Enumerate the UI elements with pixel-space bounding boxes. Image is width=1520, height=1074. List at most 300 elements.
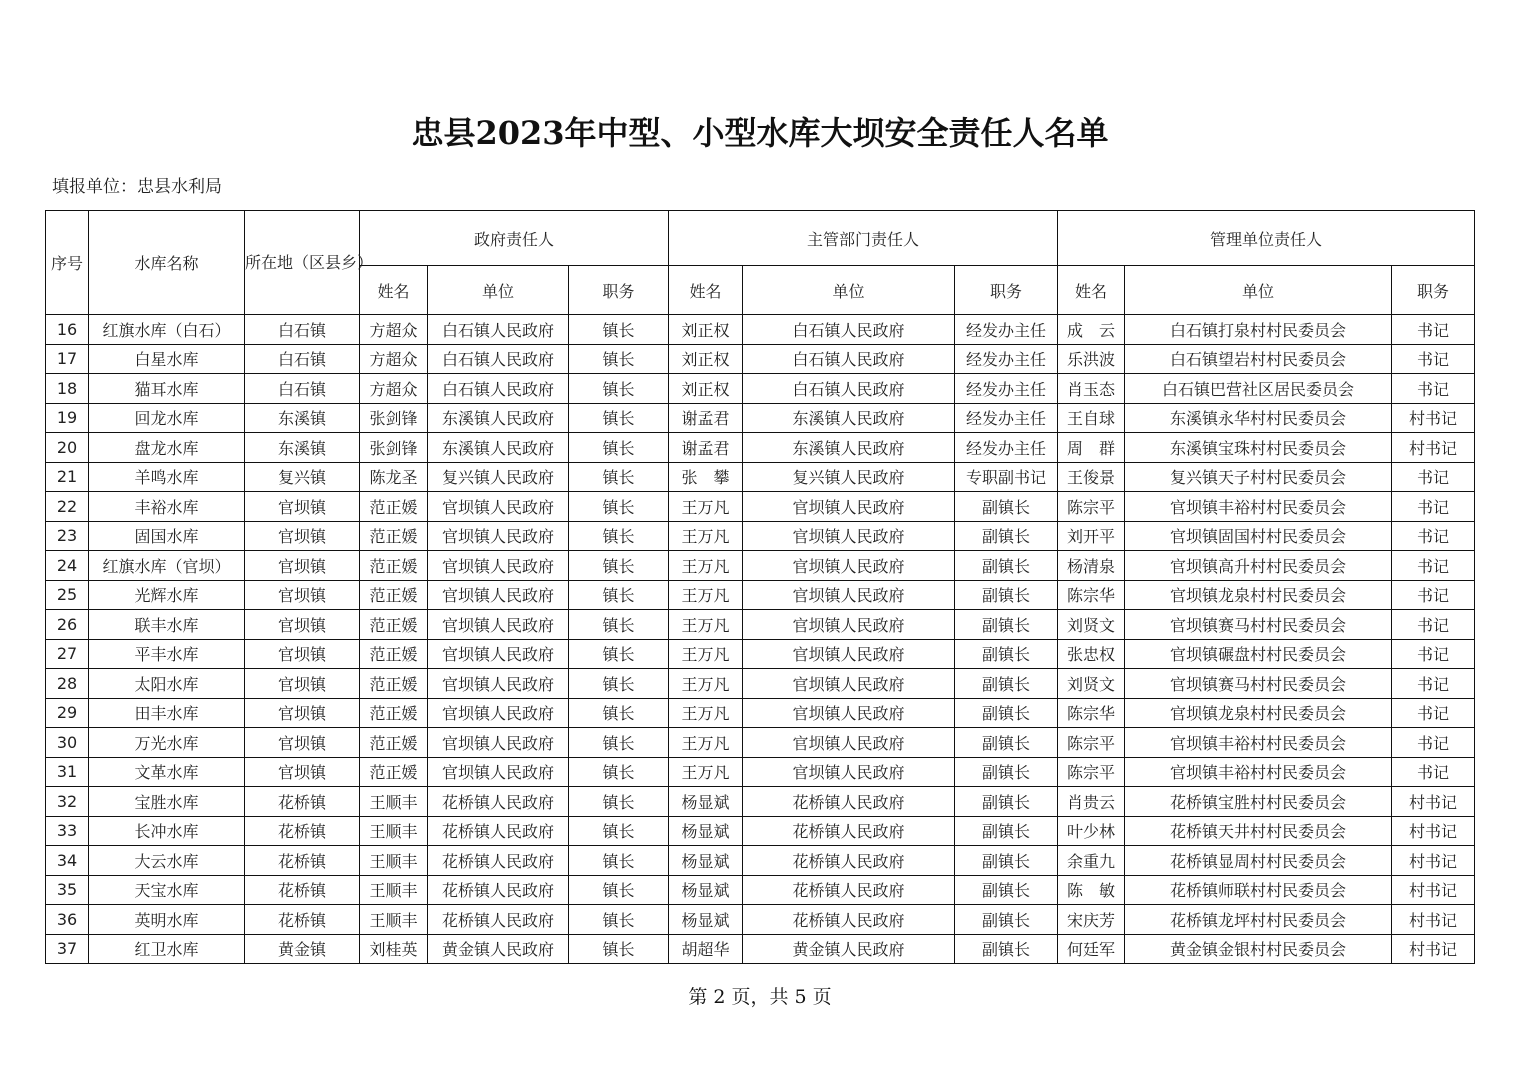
table-row (46, 610, 1475, 640)
cell-mgmt-position: 书记 (1392, 757, 1475, 787)
table-row (46, 344, 1475, 374)
cell-gov-unit: 白石镇人民政府 (428, 344, 569, 374)
cell-location: 官坝镇 (245, 728, 360, 758)
header-mgmt-unit: 单位 (1125, 266, 1392, 315)
cell-dept-name: 杨显斌 (669, 846, 743, 876)
cell-dept-unit: 白石镇人民政府 (743, 374, 955, 404)
cell-mgmt-unit: 白石镇打泉村村民委员会 (1125, 315, 1392, 345)
cell-dept-unit: 白石镇人民政府 (743, 315, 955, 345)
cell-gov-name: 张剑锋 (360, 433, 428, 463)
cell-dept-unit: 东溪镇人民政府 (743, 433, 955, 463)
cell-mgmt-name: 杨清泉 (1058, 551, 1125, 581)
cell-dept-position: 专职副书记 (955, 462, 1058, 492)
cell-gov-unit: 花桥镇人民政府 (428, 846, 569, 876)
cell-location: 花桥镇 (245, 846, 360, 876)
cell-mgmt-name: 刘贤文 (1058, 669, 1125, 699)
cell-reservoir: 太阳水库 (89, 669, 245, 699)
cell-gov-position: 镇长 (569, 344, 669, 374)
cell-gov-name: 范正媛 (360, 551, 428, 581)
cell-dept-name: 王万凡 (669, 669, 743, 699)
cell-seq: 26 (46, 610, 89, 640)
cell-gov-position: 镇长 (569, 728, 669, 758)
table-row (46, 669, 1475, 699)
cell-gov-position: 镇长 (569, 492, 669, 522)
cell-dept-position: 副镇长 (955, 610, 1058, 640)
cell-gov-position: 镇长 (569, 816, 669, 846)
table-row (46, 846, 1475, 876)
cell-gov-name: 范正媛 (360, 698, 428, 728)
cell-gov-position: 镇长 (569, 433, 669, 463)
cell-mgmt-name: 叶少林 (1058, 816, 1125, 846)
cell-mgmt-name: 肖贵云 (1058, 787, 1125, 817)
cell-reservoir: 回龙水库 (89, 403, 245, 433)
table-row (46, 757, 1475, 787)
cell-mgmt-unit: 黄金镇金银村村民委员会 (1125, 934, 1392, 964)
cell-mgmt-position: 书记 (1392, 580, 1475, 610)
cell-gov-unit: 花桥镇人民政府 (428, 875, 569, 905)
table-row (46, 462, 1475, 492)
cell-dept-position: 经发办主任 (955, 403, 1058, 433)
cell-mgmt-name: 成 云 (1058, 315, 1125, 345)
cell-dept-unit: 官坝镇人民政府 (743, 698, 955, 728)
cell-mgmt-unit: 花桥镇宝胜村村民委员会 (1125, 787, 1392, 817)
cell-dept-name: 王万凡 (669, 551, 743, 581)
cell-reservoir: 猫耳水库 (89, 374, 245, 404)
cell-mgmt-unit: 官坝镇赛马村村民委员会 (1125, 669, 1392, 699)
header-dept-group: 主管部门责任人 (669, 211, 1058, 266)
cell-gov-unit: 东溪镇人民政府 (428, 433, 569, 463)
cell-mgmt-position: 村书记 (1392, 846, 1475, 876)
cell-mgmt-name: 陈 敏 (1058, 875, 1125, 905)
cell-mgmt-unit: 白石镇巴营社区居民委员会 (1125, 374, 1392, 404)
table-row (46, 698, 1475, 728)
cell-dept-position: 经发办主任 (955, 315, 1058, 345)
table-row (46, 905, 1475, 935)
cell-mgmt-name: 陈宗华 (1058, 580, 1125, 610)
cell-mgmt-position: 村书记 (1392, 816, 1475, 846)
cell-seq: 32 (46, 787, 89, 817)
cell-dept-unit: 官坝镇人民政府 (743, 492, 955, 522)
cell-gov-position: 镇长 (569, 757, 669, 787)
cell-mgmt-unit: 花桥镇师联村村民委员会 (1125, 875, 1392, 905)
cell-mgmt-unit: 官坝镇赛马村村民委员会 (1125, 610, 1392, 640)
cell-location: 白石镇 (245, 344, 360, 374)
cell-gov-name: 张剑锋 (360, 403, 428, 433)
cell-seq: 18 (46, 374, 89, 404)
cell-location: 黄金镇 (245, 934, 360, 964)
cell-gov-position: 镇长 (569, 698, 669, 728)
cell-seq: 23 (46, 521, 89, 551)
cell-seq: 31 (46, 757, 89, 787)
cell-dept-position: 副镇长 (955, 905, 1058, 935)
cell-gov-unit: 官坝镇人民政府 (428, 728, 569, 758)
cell-mgmt-unit: 官坝镇龙泉村村民委员会 (1125, 580, 1392, 610)
cell-gov-name: 范正媛 (360, 492, 428, 522)
cell-gov-unit: 官坝镇人民政府 (428, 669, 569, 699)
cell-gov-position: 镇长 (569, 669, 669, 699)
cell-mgmt-name: 肖玉态 (1058, 374, 1125, 404)
cell-location: 官坝镇 (245, 551, 360, 581)
table-row (46, 934, 1475, 964)
cell-gov-unit: 花桥镇人民政府 (428, 787, 569, 817)
cell-gov-name: 王顺丰 (360, 787, 428, 817)
cell-mgmt-name: 陈宗平 (1058, 728, 1125, 758)
cell-gov-unit: 官坝镇人民政府 (428, 492, 569, 522)
cell-dept-position: 经发办主任 (955, 344, 1058, 374)
cell-gov-position: 镇长 (569, 551, 669, 581)
cell-location: 花桥镇 (245, 787, 360, 817)
cell-dept-unit: 花桥镇人民政府 (743, 905, 955, 935)
cell-mgmt-unit: 白石镇望岩村村民委员会 (1125, 344, 1392, 374)
cell-location: 官坝镇 (245, 639, 360, 669)
cell-dept-unit: 花桥镇人民政府 (743, 846, 955, 876)
cell-dept-unit: 花桥镇人民政府 (743, 787, 955, 817)
cell-reservoir: 联丰水库 (89, 610, 245, 640)
cell-dept-position: 副镇长 (955, 875, 1058, 905)
table-row (46, 580, 1475, 610)
cell-mgmt-name: 余重九 (1058, 846, 1125, 876)
cell-seq: 21 (46, 462, 89, 492)
cell-gov-unit: 白石镇人民政府 (428, 374, 569, 404)
cell-mgmt-unit: 复兴镇天子村村民委员会 (1125, 462, 1392, 492)
cell-seq: 19 (46, 403, 89, 433)
cell-location: 花桥镇 (245, 875, 360, 905)
cell-mgmt-unit: 官坝镇丰裕村村民委员会 (1125, 728, 1392, 758)
cell-mgmt-position: 书记 (1392, 639, 1475, 669)
cell-location: 官坝镇 (245, 669, 360, 699)
cell-reservoir: 天宝水库 (89, 875, 245, 905)
cell-mgmt-position: 书记 (1392, 344, 1475, 374)
cell-dept-name: 王万凡 (669, 580, 743, 610)
cell-dept-name: 刘正权 (669, 315, 743, 345)
cell-reservoir: 大云水库 (89, 846, 245, 876)
cell-dept-unit: 东溪镇人民政府 (743, 403, 955, 433)
cell-gov-position: 镇长 (569, 905, 669, 935)
cell-dept-name: 杨显斌 (669, 905, 743, 935)
cell-reservoir: 长冲水库 (89, 816, 245, 846)
header-location: 所在地（区县乡） (245, 211, 360, 315)
cell-gov-name: 范正媛 (360, 728, 428, 758)
cell-dept-position: 副镇长 (955, 639, 1058, 669)
cell-gov-unit: 官坝镇人民政府 (428, 580, 569, 610)
cell-seq: 17 (46, 344, 89, 374)
header-dept-position: 职务 (955, 266, 1058, 315)
cell-location: 官坝镇 (245, 492, 360, 522)
cell-dept-name: 王万凡 (669, 610, 743, 640)
cell-seq: 36 (46, 905, 89, 935)
cell-gov-name: 范正媛 (360, 669, 428, 699)
cell-dept-name: 王万凡 (669, 728, 743, 758)
cell-mgmt-name: 陈宗华 (1058, 698, 1125, 728)
cell-seq: 25 (46, 580, 89, 610)
cell-seq: 20 (46, 433, 89, 463)
cell-gov-position: 镇长 (569, 934, 669, 964)
cell-gov-position: 镇长 (569, 875, 669, 905)
cell-mgmt-name: 张忠权 (1058, 639, 1125, 669)
cell-mgmt-unit: 花桥镇龙坪村村民委员会 (1125, 905, 1392, 935)
cell-dept-unit: 花桥镇人民政府 (743, 816, 955, 846)
cell-dept-name: 王万凡 (669, 698, 743, 728)
cell-mgmt-position: 书记 (1392, 698, 1475, 728)
table-row (46, 433, 1475, 463)
cell-dept-position: 副镇长 (955, 669, 1058, 699)
cell-location: 官坝镇 (245, 698, 360, 728)
cell-seq: 24 (46, 551, 89, 581)
cell-dept-unit: 官坝镇人民政府 (743, 580, 955, 610)
cell-mgmt-position: 书记 (1392, 551, 1475, 581)
cell-gov-unit: 东溪镇人民政府 (428, 403, 569, 433)
cell-dept-position: 副镇长 (955, 787, 1058, 817)
cell-mgmt-unit: 官坝镇高升村村民委员会 (1125, 551, 1392, 581)
cell-gov-name: 范正媛 (360, 580, 428, 610)
cell-dept-position: 副镇长 (955, 698, 1058, 728)
cell-reservoir: 羊鸣水库 (89, 462, 245, 492)
cell-gov-name: 范正媛 (360, 610, 428, 640)
cell-location: 花桥镇 (245, 905, 360, 935)
cell-gov-position: 镇长 (569, 639, 669, 669)
cell-gov-unit: 花桥镇人民政府 (428, 905, 569, 935)
cell-location: 官坝镇 (245, 757, 360, 787)
cell-reservoir: 固国水库 (89, 521, 245, 551)
table-row (46, 521, 1475, 551)
table-row (46, 315, 1475, 345)
cell-mgmt-position: 村书记 (1392, 905, 1475, 935)
cell-location: 官坝镇 (245, 521, 360, 551)
cell-gov-position: 镇长 (569, 403, 669, 433)
cell-gov-name: 范正媛 (360, 521, 428, 551)
cell-gov-unit: 花桥镇人民政府 (428, 816, 569, 846)
cell-mgmt-name: 王自球 (1058, 403, 1125, 433)
cell-mgmt-position: 书记 (1392, 610, 1475, 640)
cell-mgmt-name: 刘开平 (1058, 521, 1125, 551)
cell-dept-name: 王万凡 (669, 492, 743, 522)
cell-dept-position: 副镇长 (955, 728, 1058, 758)
cell-gov-unit: 官坝镇人民政府 (428, 521, 569, 551)
page-footer: 第 2 页，共 5 页 (688, 986, 832, 1008)
cell-dept-position: 经发办主任 (955, 433, 1058, 463)
cell-mgmt-name: 何廷军 (1058, 934, 1125, 964)
cell-mgmt-name: 宋庆芳 (1058, 905, 1125, 935)
cell-mgmt-position: 村书记 (1392, 403, 1475, 433)
cell-reservoir: 丰裕水库 (89, 492, 245, 522)
cell-seq: 27 (46, 639, 89, 669)
cell-dept-unit: 官坝镇人民政府 (743, 521, 955, 551)
header-gov-unit: 单位 (428, 266, 569, 315)
cell-seq: 33 (46, 816, 89, 846)
cell-gov-unit: 复兴镇人民政府 (428, 462, 569, 492)
cell-dept-name: 王万凡 (669, 521, 743, 551)
cell-dept-position: 副镇长 (955, 816, 1058, 846)
cell-gov-unit: 官坝镇人民政府 (428, 639, 569, 669)
cell-dept-name: 刘正权 (669, 374, 743, 404)
cell-gov-unit: 黄金镇人民政府 (428, 934, 569, 964)
table-row (46, 639, 1475, 669)
cell-gov-name: 陈龙圣 (360, 462, 428, 492)
header-gov-name: 姓名 (360, 266, 428, 315)
cell-gov-name: 方超众 (360, 374, 428, 404)
cell-gov-name: 方超众 (360, 344, 428, 374)
cell-location: 官坝镇 (245, 610, 360, 640)
table-row (46, 787, 1475, 817)
cell-dept-position: 经发办主任 (955, 374, 1058, 404)
cell-dept-position: 副镇长 (955, 492, 1058, 522)
cell-reservoir: 红卫水库 (89, 934, 245, 964)
header-gov-position: 职务 (569, 266, 669, 315)
cell-reservoir: 万光水库 (89, 728, 245, 758)
header-mgmt-group: 管理单位责任人 (1058, 211, 1475, 266)
cell-mgmt-position: 书记 (1392, 492, 1475, 522)
cell-gov-name: 刘桂英 (360, 934, 428, 964)
cell-mgmt-unit: 官坝镇丰裕村村民委员会 (1125, 492, 1392, 522)
cell-mgmt-unit: 东溪镇永华村村民委员会 (1125, 403, 1392, 433)
safety-responsibility-table (45, 210, 1475, 964)
cell-dept-position: 副镇长 (955, 521, 1058, 551)
header-mgmt-position: 职务 (1392, 266, 1475, 315)
cell-gov-name: 王顺丰 (360, 846, 428, 876)
cell-mgmt-name: 陈宗平 (1058, 492, 1125, 522)
cell-gov-position: 镇长 (569, 610, 669, 640)
cell-dept-position: 副镇长 (955, 551, 1058, 581)
cell-mgmt-position: 村书记 (1392, 934, 1475, 964)
cell-gov-unit: 官坝镇人民政府 (428, 610, 569, 640)
table-row (46, 816, 1475, 846)
cell-seq: 34 (46, 846, 89, 876)
cell-dept-name: 杨显斌 (669, 816, 743, 846)
cell-mgmt-position: 村书记 (1392, 787, 1475, 817)
cell-reservoir: 英明水库 (89, 905, 245, 935)
cell-dept-unit: 花桥镇人民政府 (743, 875, 955, 905)
cell-mgmt-position: 书记 (1392, 315, 1475, 345)
cell-dept-position: 副镇长 (955, 757, 1058, 787)
cell-gov-name: 王顺丰 (360, 816, 428, 846)
cell-seq: 30 (46, 728, 89, 758)
cell-mgmt-position: 村书记 (1392, 875, 1475, 905)
cell-gov-unit: 官坝镇人民政府 (428, 551, 569, 581)
cell-mgmt-position: 村书记 (1392, 433, 1475, 463)
cell-seq: 16 (46, 315, 89, 345)
cell-dept-name: 谢孟君 (669, 433, 743, 463)
cell-seq: 29 (46, 698, 89, 728)
cell-location: 官坝镇 (245, 580, 360, 610)
cell-reservoir: 平丰水库 (89, 639, 245, 669)
cell-gov-position: 镇长 (569, 462, 669, 492)
cell-dept-unit: 官坝镇人民政府 (743, 551, 955, 581)
cell-dept-name: 杨显斌 (669, 787, 743, 817)
cell-location: 东溪镇 (245, 433, 360, 463)
cell-seq: 35 (46, 875, 89, 905)
cell-gov-position: 镇长 (569, 787, 669, 817)
cell-gov-unit: 官坝镇人民政府 (428, 698, 569, 728)
cell-reservoir: 白星水库 (89, 344, 245, 374)
cell-reservoir: 盘龙水库 (89, 433, 245, 463)
table-row (46, 875, 1475, 905)
cell-mgmt-unit: 官坝镇龙泉村村民委员会 (1125, 698, 1392, 728)
table-row (46, 492, 1475, 522)
cell-gov-name: 范正媛 (360, 639, 428, 669)
cell-dept-name: 谢孟君 (669, 403, 743, 433)
cell-mgmt-position: 书记 (1392, 728, 1475, 758)
cell-gov-unit: 官坝镇人民政府 (428, 757, 569, 787)
cell-reservoir: 宝胜水库 (89, 787, 245, 817)
cell-dept-name: 王万凡 (669, 639, 743, 669)
cell-location: 东溪镇 (245, 403, 360, 433)
header-dept-unit: 单位 (743, 266, 955, 315)
table-row (46, 403, 1475, 433)
cell-gov-position: 镇长 (569, 521, 669, 551)
cell-dept-unit: 官坝镇人民政府 (743, 669, 955, 699)
cell-dept-name: 张 攀 (669, 462, 743, 492)
cell-location: 白石镇 (245, 374, 360, 404)
cell-dept-unit: 复兴镇人民政府 (743, 462, 955, 492)
cell-mgmt-unit: 官坝镇固国村村民委员会 (1125, 521, 1392, 551)
cell-mgmt-position: 书记 (1392, 521, 1475, 551)
cell-location: 复兴镇 (245, 462, 360, 492)
cell-dept-unit: 官坝镇人民政府 (743, 610, 955, 640)
cell-dept-name: 刘正权 (669, 344, 743, 374)
cell-mgmt-position: 书记 (1392, 669, 1475, 699)
cell-dept-unit: 官坝镇人民政府 (743, 757, 955, 787)
cell-location: 花桥镇 (245, 816, 360, 846)
cell-dept-position: 副镇长 (955, 934, 1058, 964)
cell-dept-position: 副镇长 (955, 846, 1058, 876)
cell-dept-name: 杨显斌 (669, 875, 743, 905)
cell-gov-name: 方超众 (360, 315, 428, 345)
cell-mgmt-unit: 花桥镇显周村村民委员会 (1125, 846, 1392, 876)
cell-mgmt-name: 乐洪波 (1058, 344, 1125, 374)
cell-mgmt-unit: 官坝镇碾盘村村民委员会 (1125, 639, 1392, 669)
document-title: 忠县2023年中型、小型水库大坝安全责任人名单 (411, 114, 1109, 152)
cell-seq: 28 (46, 669, 89, 699)
cell-mgmt-name: 王俊景 (1058, 462, 1125, 492)
cell-dept-position: 副镇长 (955, 580, 1058, 610)
table-body (46, 315, 1475, 964)
header-gov-group: 政府责任人 (360, 211, 669, 266)
cell-location: 白石镇 (245, 315, 360, 345)
filler-unit: 填报单位：忠县水利局 (52, 177, 222, 197)
cell-gov-position: 镇长 (569, 315, 669, 345)
cell-seq: 37 (46, 934, 89, 964)
cell-dept-unit: 官坝镇人民政府 (743, 639, 955, 669)
header-seq: 序号 (46, 211, 89, 315)
cell-reservoir: 田丰水库 (89, 698, 245, 728)
table-row (46, 728, 1475, 758)
cell-gov-name: 范正媛 (360, 757, 428, 787)
cell-gov-unit: 白石镇人民政府 (428, 315, 569, 345)
table-row (46, 551, 1475, 581)
cell-dept-name: 胡超华 (669, 934, 743, 964)
cell-gov-position: 镇长 (569, 846, 669, 876)
cell-mgmt-unit: 官坝镇丰裕村村民委员会 (1125, 757, 1392, 787)
cell-dept-name: 王万凡 (669, 757, 743, 787)
cell-mgmt-name: 周 群 (1058, 433, 1125, 463)
cell-mgmt-position: 书记 (1392, 374, 1475, 404)
cell-reservoir: 红旗水库（白石） (89, 315, 245, 345)
cell-dept-unit: 官坝镇人民政府 (743, 728, 955, 758)
cell-mgmt-position: 书记 (1392, 462, 1475, 492)
cell-mgmt-name: 陈宗平 (1058, 757, 1125, 787)
table-row (46, 374, 1475, 404)
cell-reservoir: 红旗水库（官坝） (89, 551, 245, 581)
cell-mgmt-unit: 花桥镇天井村村民委员会 (1125, 816, 1392, 846)
cell-dept-unit: 白石镇人民政府 (743, 344, 955, 374)
header-dept-name: 姓名 (669, 266, 743, 315)
cell-gov-name: 王顺丰 (360, 905, 428, 935)
cell-dept-unit: 黄金镇人民政府 (743, 934, 955, 964)
cell-reservoir: 光辉水库 (89, 580, 245, 610)
cell-gov-position: 镇长 (569, 374, 669, 404)
cell-mgmt-name: 刘贤文 (1058, 610, 1125, 640)
cell-seq: 22 (46, 492, 89, 522)
